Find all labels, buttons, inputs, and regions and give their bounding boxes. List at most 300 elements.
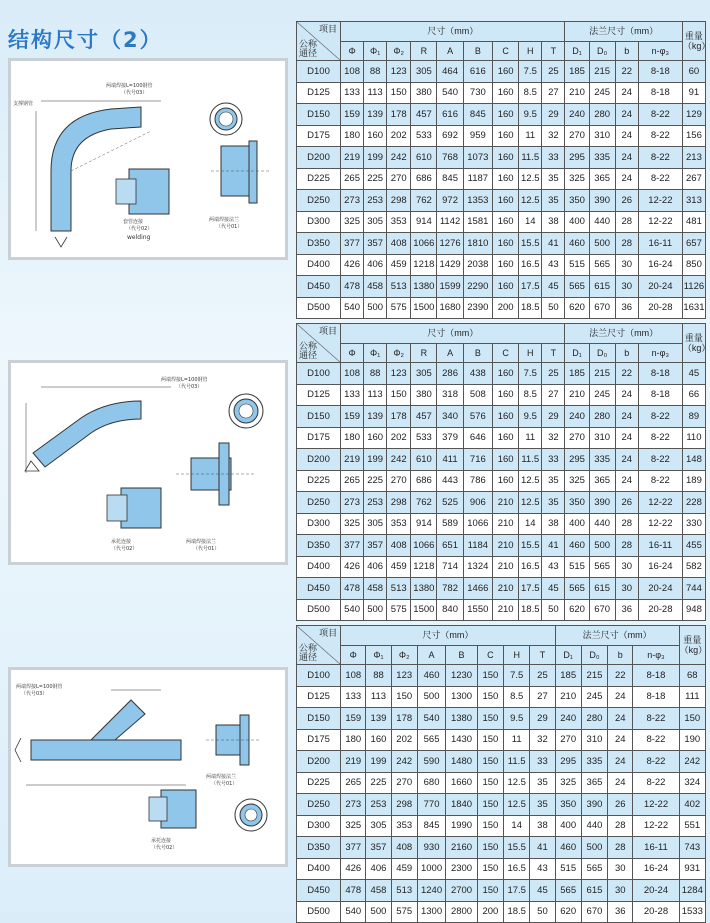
table-cell: 280 <box>581 708 607 730</box>
header-col: Φ <box>341 646 366 665</box>
table-cell: 12-22 <box>638 211 682 233</box>
table-cell: 43 <box>530 858 555 880</box>
table-cell: 298 <box>387 190 411 212</box>
table-cell: 692 <box>437 125 463 147</box>
row-nominal-size: D100 <box>297 665 341 687</box>
row-nominal-size: D150 <box>297 708 341 730</box>
table-cell: 540 <box>341 297 364 319</box>
fig2-label-socket: 承托连接 <box>111 539 132 545</box>
table-cell: 20-24 <box>638 276 682 298</box>
table-cell: 150 <box>391 686 417 708</box>
table-cell: 310 <box>581 729 607 751</box>
table-cell: 455 <box>682 535 705 557</box>
table-cell: 615 <box>581 880 607 902</box>
header-size-group: 尺寸（mm） <box>341 626 555 646</box>
row-nominal-size: D100 <box>297 363 341 385</box>
table-row <box>297 815 706 837</box>
table-cell: 273 <box>341 492 364 514</box>
table-row <box>297 211 706 233</box>
table-cell: 26 <box>615 190 638 212</box>
table-cell: 273 <box>341 794 366 816</box>
table-row <box>297 276 706 298</box>
table-cell: 210 <box>493 535 519 557</box>
table-cell: 500 <box>589 535 615 557</box>
table-cell: 1550 <box>463 599 492 621</box>
table-cell: 402 <box>679 794 705 816</box>
table-cell: 845 <box>417 815 445 837</box>
table-cell: 1680 <box>437 297 463 319</box>
row-nominal-size: D175 <box>297 427 341 449</box>
table-cell: 33 <box>542 449 565 471</box>
table-cell: 160 <box>493 82 519 104</box>
table-cell: 335 <box>581 751 607 773</box>
table-cell: 782 <box>437 578 463 600</box>
table-cell: 460 <box>565 233 589 255</box>
table-cell: 38 <box>542 211 565 233</box>
table-cell: 325 <box>341 815 366 837</box>
table-cell: 180 <box>341 427 364 449</box>
table-cell: 1990 <box>446 815 478 837</box>
header-col: Φ <box>341 42 364 61</box>
table-cell: 8-22 <box>638 406 682 428</box>
table-cell: 16.5 <box>504 858 530 880</box>
table-cell: 930 <box>417 837 445 859</box>
table-row <box>297 686 706 708</box>
table-cell: 295 <box>555 751 581 773</box>
table-cell: 390 <box>581 794 607 816</box>
table-cell: 1500 <box>411 297 437 319</box>
header-col: b <box>608 646 633 665</box>
table-cell: 408 <box>387 535 411 557</box>
table-cell: 2290 <box>463 276 492 298</box>
table-row <box>297 708 706 730</box>
table-row <box>297 61 706 83</box>
table-cell: 225 <box>364 470 387 492</box>
table-row <box>297 449 706 471</box>
table-cell: 24 <box>615 427 638 449</box>
table-cell: 440 <box>589 211 615 233</box>
header-col: n-φ₃ <box>638 344 682 363</box>
elbow-size-table <box>296 21 710 319</box>
table-cell: 1480 <box>446 751 478 773</box>
header-item: 项目 <box>319 24 338 34</box>
table-cell: 12-22 <box>638 190 682 212</box>
table-cell: 12-22 <box>638 513 682 535</box>
header-col: H <box>504 646 530 665</box>
table-cell: 45 <box>530 880 555 902</box>
table-cell: 440 <box>589 513 615 535</box>
table-cell: 1276 <box>437 233 463 255</box>
table-cell: 178 <box>391 708 417 730</box>
header-col: H <box>519 42 542 61</box>
table-cell: 29 <box>530 708 555 730</box>
fig1-label-pipe: 两端焊接L=100钢管 <box>106 83 153 89</box>
table-cell: 270 <box>391 772 417 794</box>
table-cell: 589 <box>437 513 463 535</box>
row-nominal-size: D200 <box>297 751 341 773</box>
table-cell: 500 <box>364 599 387 621</box>
table-cell: 16.5 <box>519 556 542 578</box>
table-cell: 459 <box>391 858 417 880</box>
table-cell: 30 <box>615 578 638 600</box>
table-cell: 9.5 <box>519 406 542 428</box>
table-cell: 1000 <box>417 858 445 880</box>
table-cell: 1660 <box>446 772 478 794</box>
table-cell: 113 <box>364 384 387 406</box>
table-cell: 185 <box>565 61 589 83</box>
table-cell: 914 <box>411 513 437 535</box>
row-nominal-size: D225 <box>297 772 341 794</box>
table-cell: 113 <box>366 686 391 708</box>
table-cell: 380 <box>411 384 437 406</box>
table-cell: 150 <box>477 751 503 773</box>
table-cell: 12-22 <box>633 815 679 837</box>
table-cell: 35 <box>542 168 565 190</box>
table-cell: 324 <box>679 772 705 794</box>
table-cell: 210 <box>565 82 589 104</box>
table-cell: 24 <box>615 384 638 406</box>
table-cell: 123 <box>387 363 411 385</box>
table-cell: 45 <box>542 276 565 298</box>
row-nominal-size: D350 <box>297 233 341 255</box>
header-col: D₀ <box>589 42 615 61</box>
table-cell: 478 <box>341 276 364 298</box>
table-cell: 458 <box>364 276 387 298</box>
table-cell: 20-28 <box>638 599 682 621</box>
table-cell: 253 <box>364 190 387 212</box>
table-cell: 406 <box>366 858 391 880</box>
table-cell: 620 <box>555 901 581 923</box>
header-col: n-φ₃ <box>633 646 679 665</box>
table-cell: 478 <box>341 578 364 600</box>
table-cell: 670 <box>589 297 615 319</box>
table-cell: 139 <box>366 708 391 730</box>
table-cell: 972 <box>437 190 463 212</box>
table-cell: 160 <box>493 190 519 212</box>
table-cell: 406 <box>364 254 387 276</box>
table-cell: 8-22 <box>638 168 682 190</box>
table-cell: 1218 <box>411 254 437 276</box>
table-cell: 27 <box>542 82 565 104</box>
table-cell: 150 <box>477 794 503 816</box>
table-cell: 160 <box>493 449 519 471</box>
table-cell: 615 <box>589 578 615 600</box>
row-nominal-size: D450 <box>297 276 341 298</box>
fig3-label-code02: （代号02） <box>151 845 178 851</box>
table-cell: 365 <box>581 772 607 794</box>
table-cell: 15.5 <box>504 837 530 859</box>
table-cell: 1126 <box>682 276 705 298</box>
table-cell: 615 <box>589 276 615 298</box>
table-cell: 17.5 <box>519 276 542 298</box>
table-cell: 108 <box>341 61 364 83</box>
table-cell: 273 <box>341 190 364 212</box>
table-cell: 150 <box>477 858 503 880</box>
table-cell: 270 <box>565 427 589 449</box>
table-cell: 16-11 <box>638 535 682 557</box>
row-nominal-size: D175 <box>297 729 341 751</box>
table-row <box>297 751 706 773</box>
table-cell: 1230 <box>446 665 478 687</box>
table-row <box>297 513 706 535</box>
table-cell: 8-22 <box>638 427 682 449</box>
fig2-label-pipe: 两端焊接L=100钢管 <box>161 377 208 383</box>
row-nominal-size: D500 <box>297 901 341 923</box>
header-col: A <box>437 344 463 363</box>
table-cell: 350 <box>555 794 581 816</box>
table-cell: 8-18 <box>638 363 682 385</box>
table-cell: 11.5 <box>504 751 530 773</box>
table-cell: 714 <box>437 556 463 578</box>
table-cell: 12.5 <box>519 492 542 514</box>
header-col: B <box>463 42 492 61</box>
table-cell: 210 <box>493 599 519 621</box>
table-cell: 8-18 <box>638 384 682 406</box>
table-cell: 408 <box>391 837 417 859</box>
table-cell: 657 <box>682 233 705 255</box>
fig2-label-code02: （代号02） <box>111 546 138 552</box>
row-nominal-size: D500 <box>297 599 341 621</box>
branch-drawing <box>8 667 288 867</box>
table-row <box>297 363 706 385</box>
table-cell: 400 <box>565 211 589 233</box>
table-cell: 515 <box>555 858 581 880</box>
table-cell: 335 <box>589 449 615 471</box>
row-nominal-size: D400 <box>297 254 341 276</box>
table-cell: 30 <box>615 276 638 298</box>
table-row <box>297 125 706 147</box>
table-cell: 16-11 <box>633 837 679 859</box>
table-cell: 20-24 <box>638 578 682 600</box>
table-cell: 245 <box>589 82 615 104</box>
table-row <box>297 190 706 212</box>
table-cell: 29 <box>542 104 565 126</box>
table-cell: 481 <box>682 211 705 233</box>
table-cell: 38 <box>530 815 555 837</box>
table-cell: 66 <box>682 384 705 406</box>
table-cell: 24 <box>615 147 638 169</box>
table-cell: 7.5 <box>519 363 542 385</box>
table-cell: 160 <box>364 427 387 449</box>
table-cell: 325 <box>565 168 589 190</box>
table-cell: 305 <box>366 815 391 837</box>
table-cell: 540 <box>417 708 445 730</box>
table-cell: 513 <box>387 276 411 298</box>
table-cell: 150 <box>387 82 411 104</box>
row-nominal-size: D450 <box>297 578 341 600</box>
fig1-label-support: 支撑钢管 <box>13 101 34 107</box>
table-row <box>297 384 706 406</box>
table-cell: 298 <box>387 492 411 514</box>
table-cell: 24 <box>615 449 638 471</box>
table-cell: 515 <box>565 254 589 276</box>
table-cell: 14 <box>504 815 530 837</box>
table-cell: 325 <box>341 513 364 535</box>
table-cell: 840 <box>437 599 463 621</box>
table-cell: 160 <box>493 384 519 406</box>
table-cell: 160 <box>493 276 519 298</box>
table-cell: 150 <box>477 729 503 751</box>
row-nominal-size: D150 <box>297 406 341 428</box>
table-cell: 1429 <box>437 254 463 276</box>
table-cell: 210 <box>565 384 589 406</box>
table-cell: 1430 <box>446 729 478 751</box>
table-cell: 32 <box>542 427 565 449</box>
table-cell: 20-28 <box>633 901 679 923</box>
table-cell: 540 <box>437 82 463 104</box>
table-cell: 270 <box>565 125 589 147</box>
table-cell: 28 <box>615 535 638 557</box>
row-nominal-size: D300 <box>297 211 341 233</box>
table-cell: 148 <box>682 449 705 471</box>
table-cell: 20-24 <box>633 880 679 902</box>
table-cell: 8-18 <box>633 686 679 708</box>
table-cell: 7.5 <box>519 61 542 83</box>
table-cell: 14 <box>519 211 542 233</box>
table-cell: 533 <box>411 427 437 449</box>
row-nominal-size: D250 <box>297 794 341 816</box>
table-cell: 28 <box>615 233 638 255</box>
table-cell: 458 <box>364 578 387 600</box>
table-cell: 1581 <box>463 211 492 233</box>
table-cell: 959 <box>463 125 492 147</box>
table-cell: 616 <box>437 104 463 126</box>
table-row <box>297 599 706 621</box>
table-cell: 17.5 <box>504 880 530 902</box>
table-cell: 27 <box>542 384 565 406</box>
fig1-label-code03: （代号03） <box>121 90 148 96</box>
table-row <box>297 147 706 169</box>
table-cell: 440 <box>581 815 607 837</box>
table-cell: 357 <box>364 233 387 255</box>
table-cell: 500 <box>366 901 391 923</box>
table-row <box>297 729 706 751</box>
table-cell: 377 <box>341 837 366 859</box>
header-col: C <box>493 344 519 363</box>
table-cell: 305 <box>411 61 437 83</box>
table-cell: 1840 <box>446 794 478 816</box>
table-row <box>297 578 706 600</box>
table-cell: 590 <box>417 751 445 773</box>
table-cell: 575 <box>387 599 411 621</box>
table-cell: 1466 <box>463 578 492 600</box>
table-cell: 160 <box>493 147 519 169</box>
table-cell: 931 <box>679 858 705 880</box>
table-cell: 325 <box>341 211 364 233</box>
table-cell: 133 <box>341 384 364 406</box>
table-cell: 17.5 <box>519 578 542 600</box>
table-cell: 768 <box>437 147 463 169</box>
table-cell: 111 <box>679 686 705 708</box>
table-cell: 159 <box>341 104 364 126</box>
table-cell: 200 <box>477 901 503 923</box>
table-cell: 280 <box>589 406 615 428</box>
table-cell: 199 <box>366 751 391 773</box>
table-cell: 160 <box>493 125 519 147</box>
header-weight-unit: （kg） <box>682 343 710 353</box>
table-cell: 390 <box>589 190 615 212</box>
table-cell: 219 <box>341 751 366 773</box>
table-cell: 16-11 <box>638 233 682 255</box>
table-cell: 133 <box>341 686 366 708</box>
fig1-label-code01: （代号01） <box>216 224 243 230</box>
table-cell: 150 <box>477 837 503 859</box>
table-row <box>297 82 706 104</box>
header-col: b <box>615 344 638 363</box>
table-cell: 616 <box>463 61 492 83</box>
table-cell: 210 <box>493 492 519 514</box>
table-cell: 286 <box>437 363 463 385</box>
table-cell: 12.5 <box>519 168 542 190</box>
table-cell: 159 <box>341 708 366 730</box>
table-cell: 845 <box>463 104 492 126</box>
table-cell: 762 <box>411 492 437 514</box>
table-cell: 610 <box>411 147 437 169</box>
table-cell: 242 <box>387 449 411 471</box>
table-cell: 24 <box>615 104 638 126</box>
elbow-diagram-svg <box>11 61 285 257</box>
header-flange-group: 法兰尺寸（mm） <box>565 22 682 42</box>
table-cell: 41 <box>542 535 565 557</box>
table-cell: 551 <box>679 815 705 837</box>
table-cell: 15.5 <box>519 233 542 255</box>
table-cell: 41 <box>530 837 555 859</box>
row-nominal-size: D250 <box>297 190 341 212</box>
table-cell: 406 <box>364 556 387 578</box>
table-row <box>297 556 706 578</box>
table-cell: 113 <box>364 82 387 104</box>
table-cell: 340 <box>437 406 463 428</box>
table-cell: 35 <box>542 190 565 212</box>
table-cell: 670 <box>581 901 607 923</box>
row-nominal-size: D100 <box>297 61 341 83</box>
table-cell: 1284 <box>679 880 705 902</box>
table-cell: 377 <box>341 535 364 557</box>
table-cell: 240 <box>565 406 589 428</box>
table-cell: 219 <box>341 449 364 471</box>
header-diameter: 通径 <box>299 652 318 662</box>
table-row <box>297 772 706 794</box>
table-cell: 189 <box>682 470 705 492</box>
table-cell: 565 <box>589 254 615 276</box>
table-cell: 353 <box>391 815 417 837</box>
table-row <box>297 794 706 816</box>
table-cell: 190 <box>679 729 705 751</box>
header-weight <box>682 324 710 363</box>
table-cell: 914 <box>411 211 437 233</box>
header-item-nominal <box>297 22 341 61</box>
table-cell: 15.5 <box>519 535 542 557</box>
table-cell: 377 <box>341 233 364 255</box>
header-col: A <box>417 646 445 665</box>
table-cell: 35 <box>542 470 565 492</box>
row-nominal-size: D175 <box>297 125 341 147</box>
table-cell: 743 <box>679 837 705 859</box>
table-cell: 7.5 <box>504 665 530 687</box>
fig1-label-welding: welding <box>127 234 151 241</box>
table-cell: 32 <box>542 125 565 147</box>
table-cell: 762 <box>411 190 437 212</box>
elbow-drawing <box>8 58 288 260</box>
table-cell: 150 <box>387 384 411 406</box>
table-cell: 22 <box>608 665 633 687</box>
table-cell: 620 <box>565 297 589 319</box>
table-cell: 408 <box>387 233 411 255</box>
table-cell: 180 <box>341 125 364 147</box>
table-cell: 1810 <box>463 233 492 255</box>
table-cell: 280 <box>589 104 615 126</box>
table-cell: 565 <box>589 556 615 578</box>
